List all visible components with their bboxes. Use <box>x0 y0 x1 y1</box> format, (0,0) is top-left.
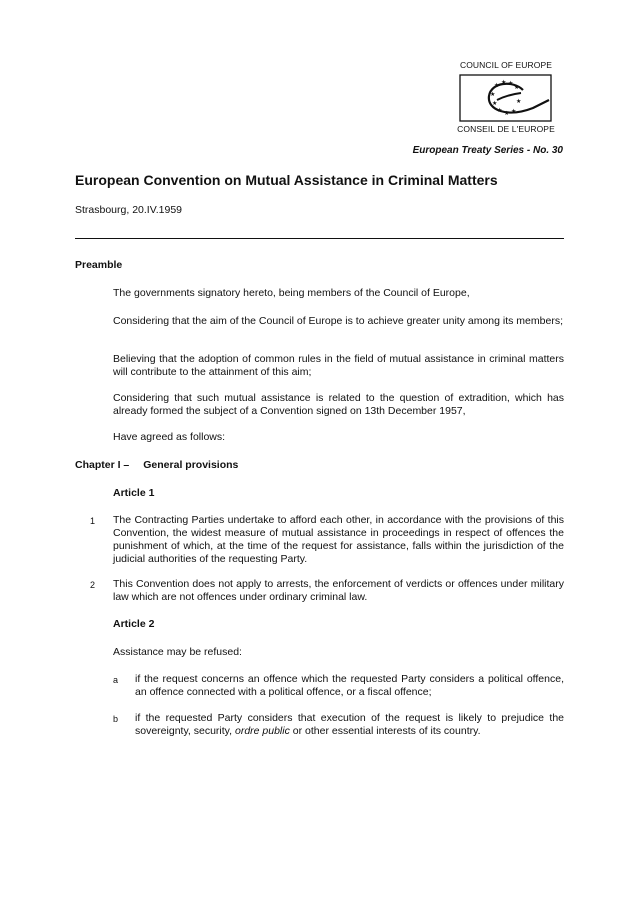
article-2-item: if the request concerns an offence which the requested Party considers a political offence, an offence connected with a political offence, or a fiscal offence; <box>135 673 564 698</box>
item-letter: b <box>113 714 119 724</box>
preamble-paragraph: The governments signatory hereto, being members of the Council of Europe, <box>113 287 470 299</box>
svg-text:★: ★ <box>490 91 496 98</box>
council-of-europe-emblem-icon <box>451 74 561 122</box>
svg-text:★: ★ <box>516 98 522 105</box>
item-text: if the requested Party considers that execution of the request is likely to prejudice the sovereignty, security, <box>135 712 564 737</box>
svg-text:★: ★ <box>504 110 510 117</box>
paragraph-number: 1 <box>90 516 96 526</box>
svg-text:★: ★ <box>508 80 514 87</box>
item-text-italic: ordre public <box>234 725 290 737</box>
council-logo <box>446 60 566 135</box>
preamble-paragraph: Considering that the aim of the Council of Europe is to achieve greater unity among its members; <box>113 315 563 327</box>
svg-text:★: ★ <box>494 82 500 89</box>
preamble-paragraph: Have agreed as follows: <box>113 431 226 443</box>
svg-text:★: ★ <box>492 100 498 107</box>
article-2-item <box>135 712 564 738</box>
preamble-heading: Preamble <box>75 259 123 271</box>
chapter-heading <box>75 459 238 471</box>
svg-text:★: ★ <box>497 107 503 114</box>
treaty-series: European Treaty Series - No. 30 <box>412 145 563 156</box>
preamble-paragraph: Believing that the adoption of common rules in the field of mutual assistance in criminal matters will contribute to the attainment of this aim; <box>113 353 564 378</box>
logo-bottom-text: CONSEIL DE L'EUROPE <box>457 124 555 134</box>
article-1-heading: Article 1 <box>113 487 155 499</box>
item-text: or other essential interests of its country. <box>289 725 481 737</box>
svg-text:★: ★ <box>501 79 507 86</box>
svg-text:★: ★ <box>514 84 520 91</box>
article-1-paragraph: This Convention does not apply to arrests, the enforcement of verdicts or offences under military law which are not offences under ordinary criminal law. <box>113 578 564 603</box>
document-title: European Convention on Mutual Assistance in Criminal Matters <box>75 172 498 188</box>
place-date: Strasbourg, 20.IV.1959 <box>75 204 183 216</box>
chapter-title: General provisions <box>143 459 239 471</box>
logo-top-text: COUNCIL OF EUROPE <box>459 60 553 70</box>
article-2-intro: Assistance may be refused: <box>113 646 242 658</box>
article-2-heading: Article 2 <box>113 618 155 630</box>
paragraph-number: 2 <box>90 580 96 590</box>
svg-text:★: ★ <box>511 108 517 115</box>
title-divider <box>75 238 564 239</box>
chapter-label: Chapter I – <box>75 459 130 471</box>
item-letter: a <box>113 675 119 685</box>
article-1-paragraph: The Contracting Parties undertake to afford each other, in accordance with the provisions of this Convention, the widest measure of mutual assistance in proceedings in respect of offences the punishment of which, at the time of the request for assistance, falls within the jurisdiction of the judicial authorities of the requesting Party. <box>113 514 564 565</box>
preamble-paragraph: Considering that such mutual assistance is related to the question of extradition, which has already formed the subject of a Convention signed on 13th December 1957, <box>113 392 564 417</box>
